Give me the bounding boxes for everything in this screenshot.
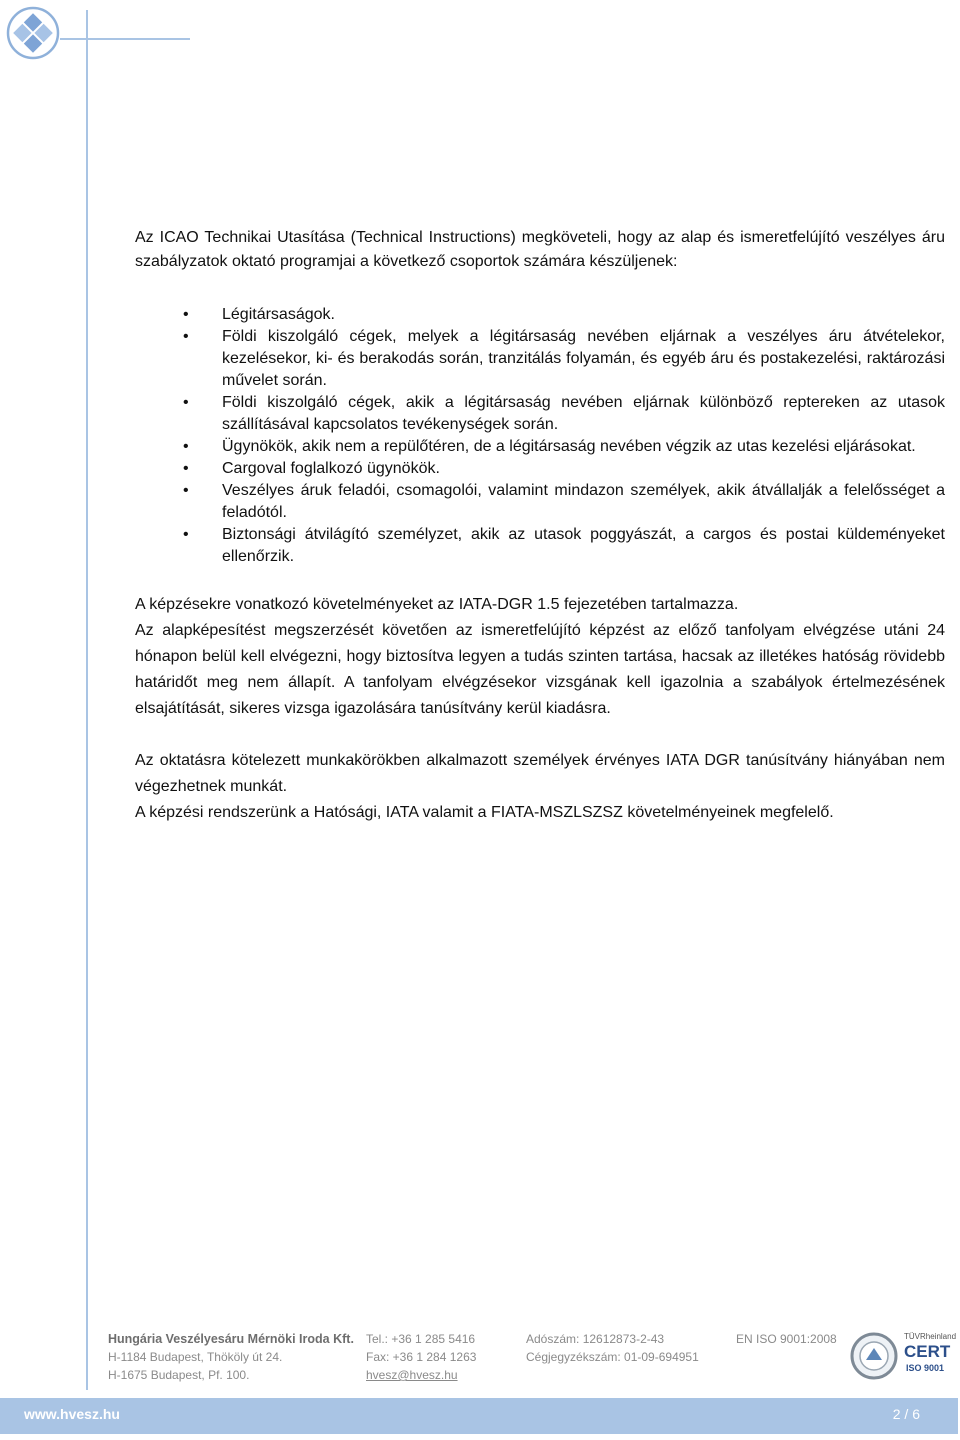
phone-number: Tel.: +36 1 285 5416 (366, 1332, 476, 1346)
bullet-list-wrapper (135, 304, 945, 568)
bullet-icon: • (183, 460, 189, 477)
list-item (135, 326, 945, 392)
footer-bar (0, 1398, 958, 1434)
bullet-icon: • (183, 394, 189, 411)
bullet-icon: • (183, 526, 189, 543)
margin-rule (86, 10, 88, 1390)
bullet-icon: • (183, 438, 189, 455)
list-item (135, 436, 945, 458)
fax-number: Fax: +36 1 284 1263 (366, 1350, 477, 1364)
footer-contact-block (108, 1330, 957, 1390)
company-logo-icon (6, 6, 60, 60)
bullet-list (135, 304, 945, 568)
list-item-text: Cargoval foglalkozó ügynökök. (222, 460, 440, 477)
cert-label: CERT (904, 1342, 951, 1361)
intro-paragraph: Az ICAO Technikai Utasítása (Technical Instructions) megköveteli, hogy az alap és ismeretfelújító veszélyes áru szabályzatok oktató programjai a következő csoportok számára készüljenek: (135, 229, 945, 270)
tuv-brand-text: TÜVRheinland (904, 1332, 957, 1341)
list-item (135, 480, 945, 524)
list-item-text: Földi kiszolgáló cégek, akik a légitársaság nevében eljárnak különböző reptereken az utasok szállításával kapcsolatos tevékenységek során. (222, 394, 945, 433)
paragraph-spacer (135, 722, 945, 748)
header-rule (60, 38, 190, 40)
address-line-2: H-1675 Budapest, Pf. 100. (108, 1368, 250, 1382)
list-item-text: Légitársaságok. (222, 306, 335, 323)
bullet-icon: • (183, 482, 189, 499)
tuv-cert-badge (846, 1330, 957, 1382)
registry-number: Cégjegyzékszám: 01-09-694951 (526, 1350, 699, 1364)
iso-standard: EN ISO 9001:2008 (736, 1332, 837, 1346)
list-item-text: Földi kiszolgáló cégek, melyek a légitársaság nevében eljárnak a veszélyes áru átvételekor, kezelésekor, ki- és berakodás során, tranzitálás folyamán, és egyéb áru és postakezelési, raktározási művelet során. (222, 328, 945, 389)
list-item (135, 304, 945, 326)
list-item (135, 458, 945, 480)
address-line-1: H-1184 Budapest, Thököly út 24. (108, 1350, 283, 1364)
document-body (135, 226, 945, 826)
refresher-paragraph: Az alapképesítést megszerzését követően az ismeretfelújító képzést az előző tanfolyam elvégzése utáni 24 hónapon belül kell elvégezni, hogy biztosítva legyen a tudás szinten tartása, hacsak az illetékes hatóság rövidebb határidőt meg nem állapít. A tanfolyam elvégzésekor vizsgának kell igazolnia a szabályok értelmezésének elsajátítását, sikeres vizsga igazolására tanúsítvány kerül kiadásra. (135, 622, 945, 717)
email-link[interactable]: hvesz@hvesz.hu (366, 1368, 458, 1382)
list-item (135, 392, 945, 436)
bullet-icon: • (183, 306, 189, 323)
page-number: 2 / 6 (892, 1406, 920, 1422)
list-item-text: Ügynökök, akik nem a repülőtéren, de a légitársaság nevében végzik az utas kezelési eljárásokat. (222, 438, 916, 455)
certificate-paragraph: Az oktatásra kötelezett munkakörökben alkalmazott személyek érvényes IATA DGR tanúsítvány hiányában nem végezhetnek munkát. (135, 752, 945, 795)
tax-number: Adószám: 12612873-2-43 (526, 1332, 665, 1346)
system-paragraph: A képzési rendszerünk a Hatósági, IATA valamit a FIATA-MSZLSZSZ követelményeinek megfelelő. (135, 804, 834, 821)
company-name: Hungária Veszélyesáru Mérnöki Iroda Kft. (108, 1332, 354, 1346)
list-item (135, 524, 945, 568)
requirements-paragraph: A képzésekre vonatkozó követelményeket az IATA-DGR 1.5 fejezetében tartalmazza. (135, 596, 739, 613)
list-item-text: Veszélyes áruk feladói, csomagolói, valamint mindazon személyek, akik átvállalják a felelősséget a feladótól. (222, 482, 945, 521)
list-item-text: Biztonsági átvilágító személyzet, akik az utasok poggyászát, a cargos és postai küldeményeket ellenőrzik. (222, 526, 945, 565)
website-link[interactable]: www.hvesz.hu (24, 1406, 120, 1422)
bullet-icon: • (183, 328, 189, 345)
cert-standard: ISO 9001 (906, 1363, 945, 1373)
